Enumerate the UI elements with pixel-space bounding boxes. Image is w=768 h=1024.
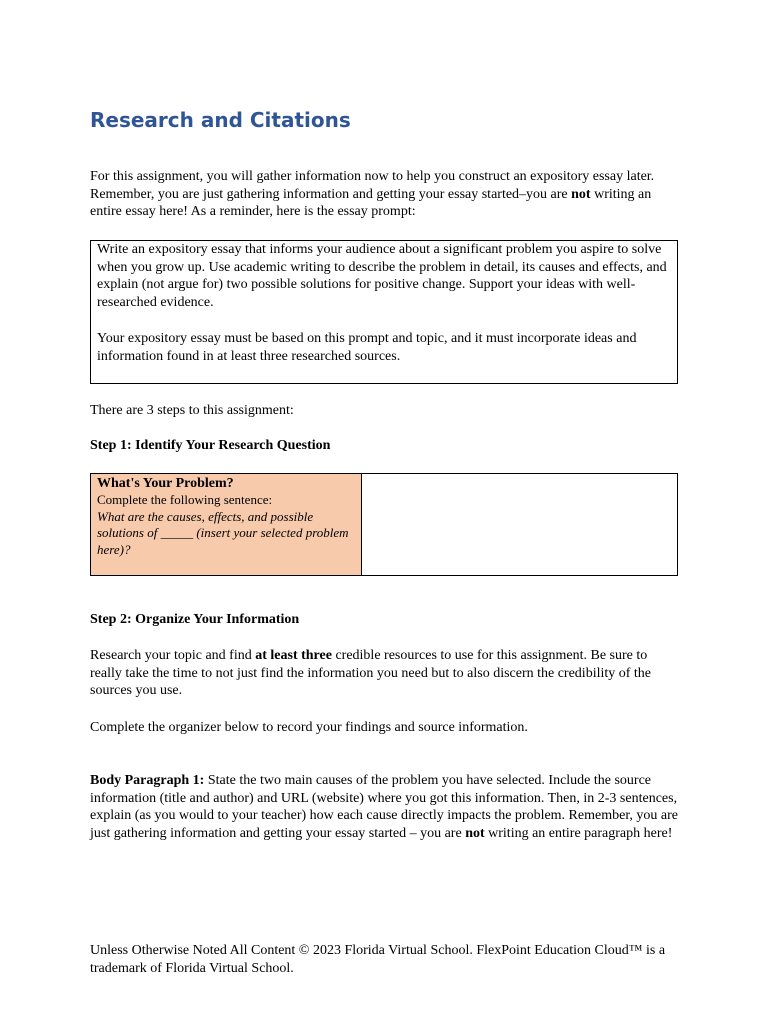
body-paragraph-1-label: Body Paragraph 1: — [90, 773, 205, 788]
intro-bold-word: not — [571, 186, 591, 202]
intro-paragraph — [90, 168, 678, 221]
prompt-paragraph-1: Write an expository essay that informs your audience about a significant problem you aspire to solve when you grow up. Use academic writing to describe the problem in detail, its causes and effects, and explain (not argue for) two possible solutions for positive change. Support your ideas with well-researched evidence. — [97, 242, 667, 310]
question-label-cell — [91, 474, 362, 576]
research-question-table — [90, 473, 678, 576]
research-text: Research your topic and find — [90, 648, 256, 663]
research-paragraph — [90, 647, 678, 700]
research-text-end: credible resources to use for this assignment. Be sure to really take the time to not just find the information you need but to also discern the credibility of the sources you use. — [90, 648, 652, 699]
intro-text-end: writing an entire essay here! As a reminder, here is the essay prompt: — [90, 186, 652, 220]
copyright-footer: Unless Otherwise Noted All Content © 2023 Florida Virtual School. FlexPoint Education Cloud™ is a trademark of Florida Virtual School. — [90, 943, 666, 976]
body-paragraph-1 — [90, 772, 678, 842]
cell-instruction: Complete the following sentence: — [97, 492, 273, 507]
essay-prompt-box — [90, 240, 678, 384]
step1-heading: Step 1: Identify Your Research Question — [90, 438, 331, 453]
organizer-instruction: Complete the organizer below to record your findings and source information. — [90, 720, 528, 735]
page-title: Research and Citations — [90, 108, 351, 132]
table-row — [91, 474, 678, 576]
research-bold: at least three — [255, 648, 332, 663]
cell-question: What are the causes, effects, and possible solutions of _____ (insert your selected problem here)? — [97, 508, 349, 557]
body-paragraph-1-text: State the two main causes of the problem you have selected. Include the source information (title and author) and URL (website) where you got this information. Then, in 2-3 sentences, explain (as you would to your teacher) how each cause directly impacts the problem. Remember, you are just gathering information and getting your essay started – you are — [90, 773, 679, 841]
intro-text: For this assignment, you will gather information now to help you construct an expository essay later. Remember, you are just gathering information and getting your essay started–you are — [90, 169, 655, 202]
cell-heading: What's Your Problem? — [97, 476, 234, 491]
prompt-paragraph-2: Your expository essay must be based on this prompt and topic, and it must incorporate ideas and information found in at least three researched sources. — [97, 331, 637, 364]
answer-cell[interactable] — [362, 474, 678, 576]
body-paragraph-1-text-end: writing an entire paragraph here! — [484, 825, 673, 841]
steps-intro: There are 3 steps to this assignment: — [90, 403, 294, 418]
body-paragraph-1-bold: not — [465, 825, 485, 841]
step2-heading: Step 2: Organize Your Information — [90, 612, 300, 627]
